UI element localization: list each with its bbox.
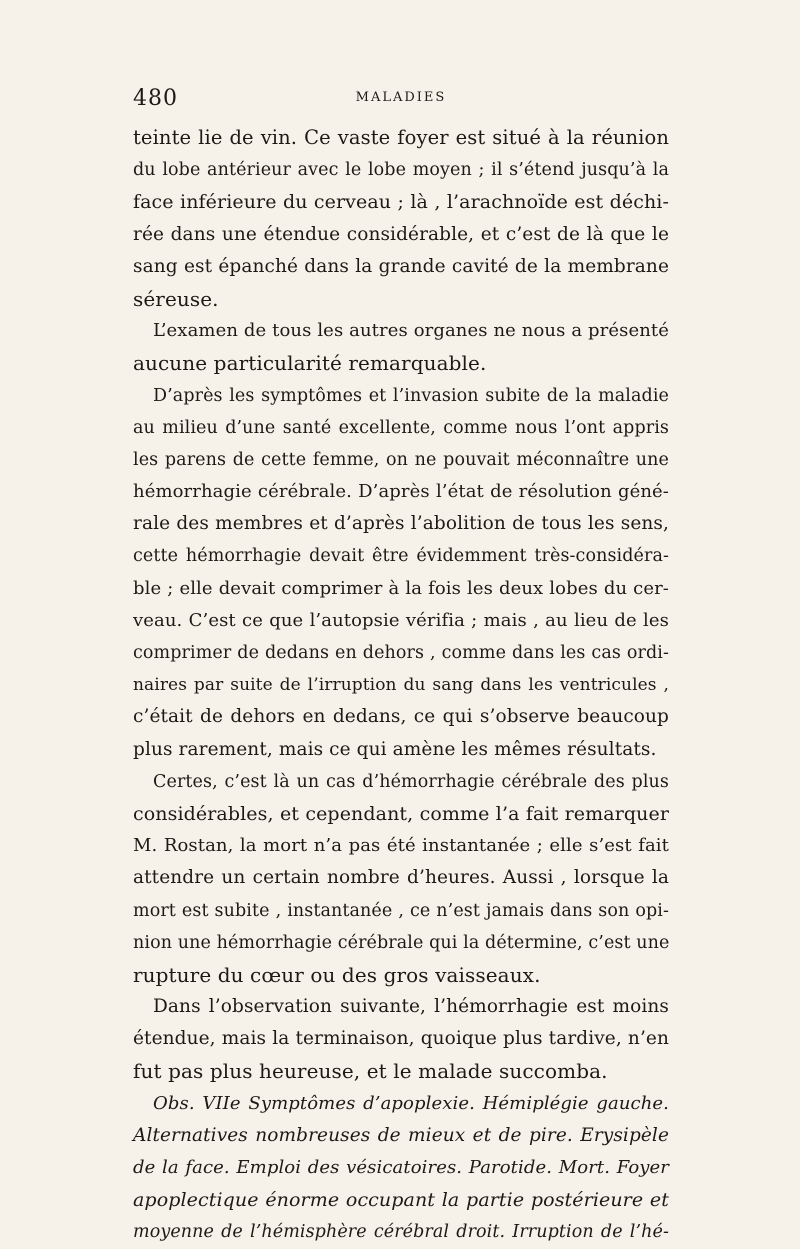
- text-line: attendre un certain nombre d’heures. Aussi , lorsque la: [133, 867, 669, 889]
- text-line: rale des membres et d’après l’abolition de tous les sens,: [133, 513, 669, 535]
- text-line: plus rarement, mais ce qui amène les mêmes résultats.: [133, 738, 657, 760]
- text-line: les parens de cette femme, on ne pouvait méconnaître une: [133, 449, 669, 470]
- text-line: D’après les symptômes et l’invasion subite de la maladie: [153, 385, 669, 406]
- text-line: considérables, et cependant, comme l’a fait remarquer: [133, 802, 669, 825]
- text-line: comprimer de dedans en dehors , comme dans les cas ordi-: [133, 643, 669, 663]
- text-line: rupture du cœur ou des gros vaisseaux.: [133, 962, 541, 987]
- text-line: du lobe antérieur avec le lobe moyen ; il s’étend jusqu’à la: [133, 160, 669, 181]
- running-title: MALADIES: [355, 90, 447, 105]
- text-line: face inférieure du cerveau ; là , l’arachnoïde est déchi-: [133, 191, 669, 214]
- text-line: mort est subite , instantanée , ce n’est jamais dans son opi-: [133, 900, 669, 921]
- text-line: séreuse.: [133, 286, 219, 311]
- text-line: au milieu d’une santé excellente, comme nous l’ont appris: [133, 417, 669, 438]
- text-line: L’examen de tous les autres organes ne nous a présenté: [153, 320, 669, 342]
- text-line: étendue, mais la terminaison, quoique plus tardive, n’en: [133, 1028, 669, 1050]
- text-line: fut pas plus heureuse, et le malade succomba.: [133, 1059, 608, 1084]
- running-head: [133, 86, 669, 114]
- text-line: c’était de dehors en dedans, ce qui s’observe beaucoup: [133, 706, 669, 728]
- text-line: apoplectique énorme occupant la partie postérieure et: [133, 1189, 669, 1212]
- text-line: rée dans une étendue considérable, et c’est de là que le: [133, 223, 669, 245]
- text-line: ble ; elle devait comprimer à la fois les deux lobes du cer-: [133, 577, 669, 599]
- text-line: hémorrhagie cérébrale. D’après l’état de résolution géné-: [133, 481, 669, 503]
- text-line: cette hémorrhagie devait être évidemment très-considéra-: [133, 546, 669, 567]
- text-line: moyenne de l’hémisphère cérébral droit. Irruption de l’hé-: [133, 1222, 669, 1243]
- text-line: Certes, c’est là un cas d’hémorrhagie cérébrale des plus: [153, 771, 669, 792]
- text-line: de la face. Emploi des vésicatoires. Parotide. Mort. Foyer: [133, 1157, 669, 1178]
- text-line: Alternatives nombreuses de mieux et de pire. Erysipèle: [133, 1124, 669, 1146]
- text-line: M. Rostan, la mort n’a pas été instantanée ; elle s’est fait: [133, 835, 669, 857]
- text-line: veau. C’est ce que l’autopsie vérifia ; mais , au lieu de les: [133, 609, 669, 631]
- observation-heading: Obs. VIIe Symptômes d’apoplexie. Hémiplégie gauche.: [153, 1092, 669, 1114]
- page-number: 480: [133, 86, 178, 111]
- text-line: sang est épanché dans la grande cavité de la membrane: [133, 255, 669, 277]
- text-line: nion une hémorrhagie cérébrale qui la détermine, c’est une: [133, 932, 670, 953]
- text-line: naires par suite de l’irruption du sang dans les ventricules ,: [133, 675, 669, 696]
- body-text: [133, 122, 669, 1249]
- text-line: teinte lie de vin. Ce vaste foyer est situé à la réunion: [133, 126, 669, 149]
- text-line: aucune particularité remarquable.: [133, 351, 487, 376]
- text-line: Dans l’observation suivante, l’hémorrhagie est moins: [153, 996, 669, 1018]
